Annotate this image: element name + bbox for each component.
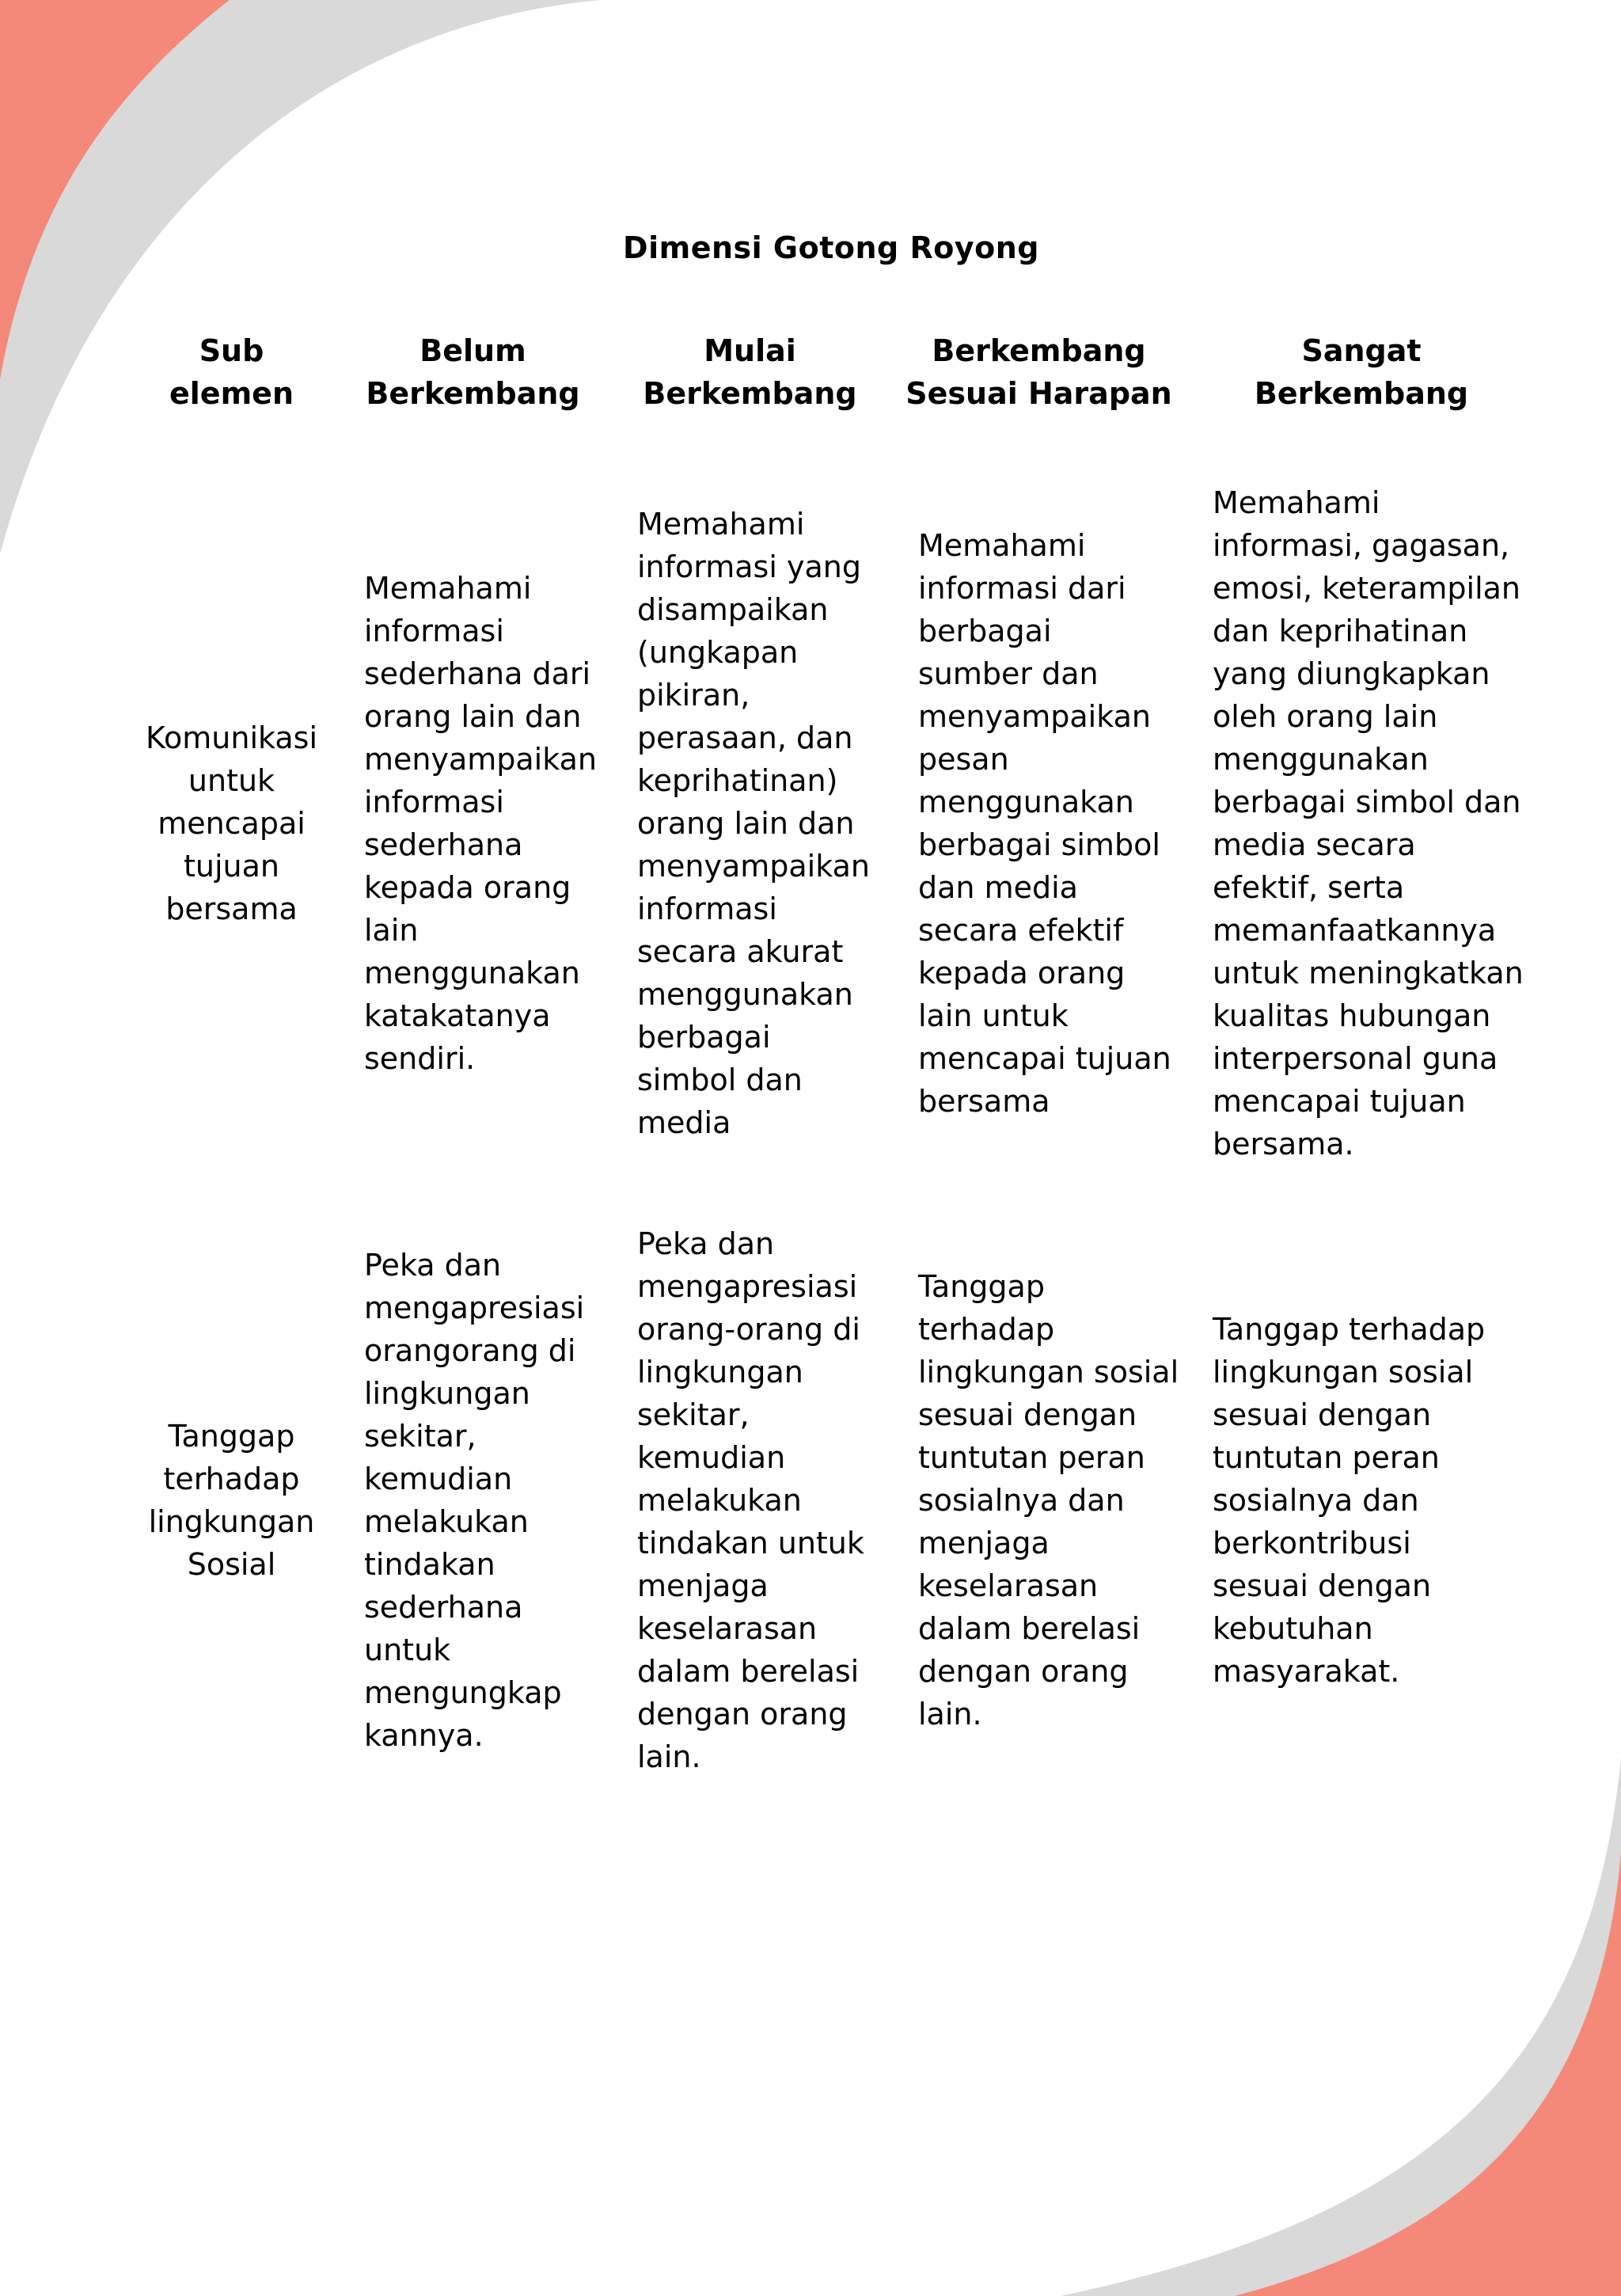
row1-mulai-berkembang: Memahami informasi yang disampaikan (ungkapan pikiran, perasaan, dan keprihatinan) orang lain dan menyampaikan informasi secara akurat menggunakan berbagai simbol dan media (637, 507, 870, 1140)
row1-belum-berkembang: Memahami informasi sederhana dari orang lain dan menyampaikan informasi sederhana kepada orang lain menggunakan katakatanya sendiri. (364, 571, 597, 1076)
row1-sangat-berkembang: Memahami informasi, gagasan, emosi, keterampilan dan keprihatinan yang diungkapkan oleh orang lain menggunakan berbagai simbol dan media secara efektif, serta memanfaatkannya untuk meningkatkan kualitas hubungan interpersonal guna mencapai tujuan bersama. (1213, 485, 1524, 1161)
header-berkembang-sesuai-harapan: Berkembang Sesuai Harapan (905, 333, 1172, 411)
header-sangat-berkembang: Sangat Berkembang (1254, 333, 1469, 411)
row2-belum-berkembang: Peka dan mengapresiasi orangorang di lingkungan sekitar, kemudian melakukan tindakan sederhana untuk mengungkap kannya. (364, 1248, 585, 1753)
header-mulai-berkembang: Mulai Berkembang (643, 333, 857, 411)
row2-mulai-berkembang: Peka dan mengapresiasi orang-orang di lingkungan sekitar, kemudian melakukan tindakan untuk menjaga keselarasan dalam berelasi dengan orang lain. (637, 1226, 864, 1774)
row2-sub-elemen: Tanggap terhadap lingkungan Sosial (148, 1419, 315, 1582)
document-title: Dimensi Gotong Royong (623, 230, 1039, 265)
row1-sub-elemen: Komunikasi untuk mencapai tujuan bersama (146, 720, 317, 926)
row2-sangat-berkembang: Tanggap terhadap lingkungan sosial sesuai dengan tuntutan peran sosialnya dan berkontribusi sesuai dengan kebutuhan masyarakat. (1213, 1312, 1486, 1689)
header-belum-berkembang: Belum Berkembang (366, 333, 580, 411)
header-sub-elemen: Sub elemen (169, 333, 294, 411)
row1-berkembang-sesuai-harapan: Memahami informasi dari berbagai sumber dan menyampaikan pesan menggunakan berbagai simbol dan media secara efektif kepada orang lain untuk mencapai tujuan bersama (918, 528, 1171, 1119)
row2-berkembang-sesuai-harapan: Tanggap terhadap lingkungan sosial sesuai dengan tuntutan peran sosialnya dan menjaga keselarasan dalam berelasi dengan orang lain. (918, 1269, 1179, 1732)
